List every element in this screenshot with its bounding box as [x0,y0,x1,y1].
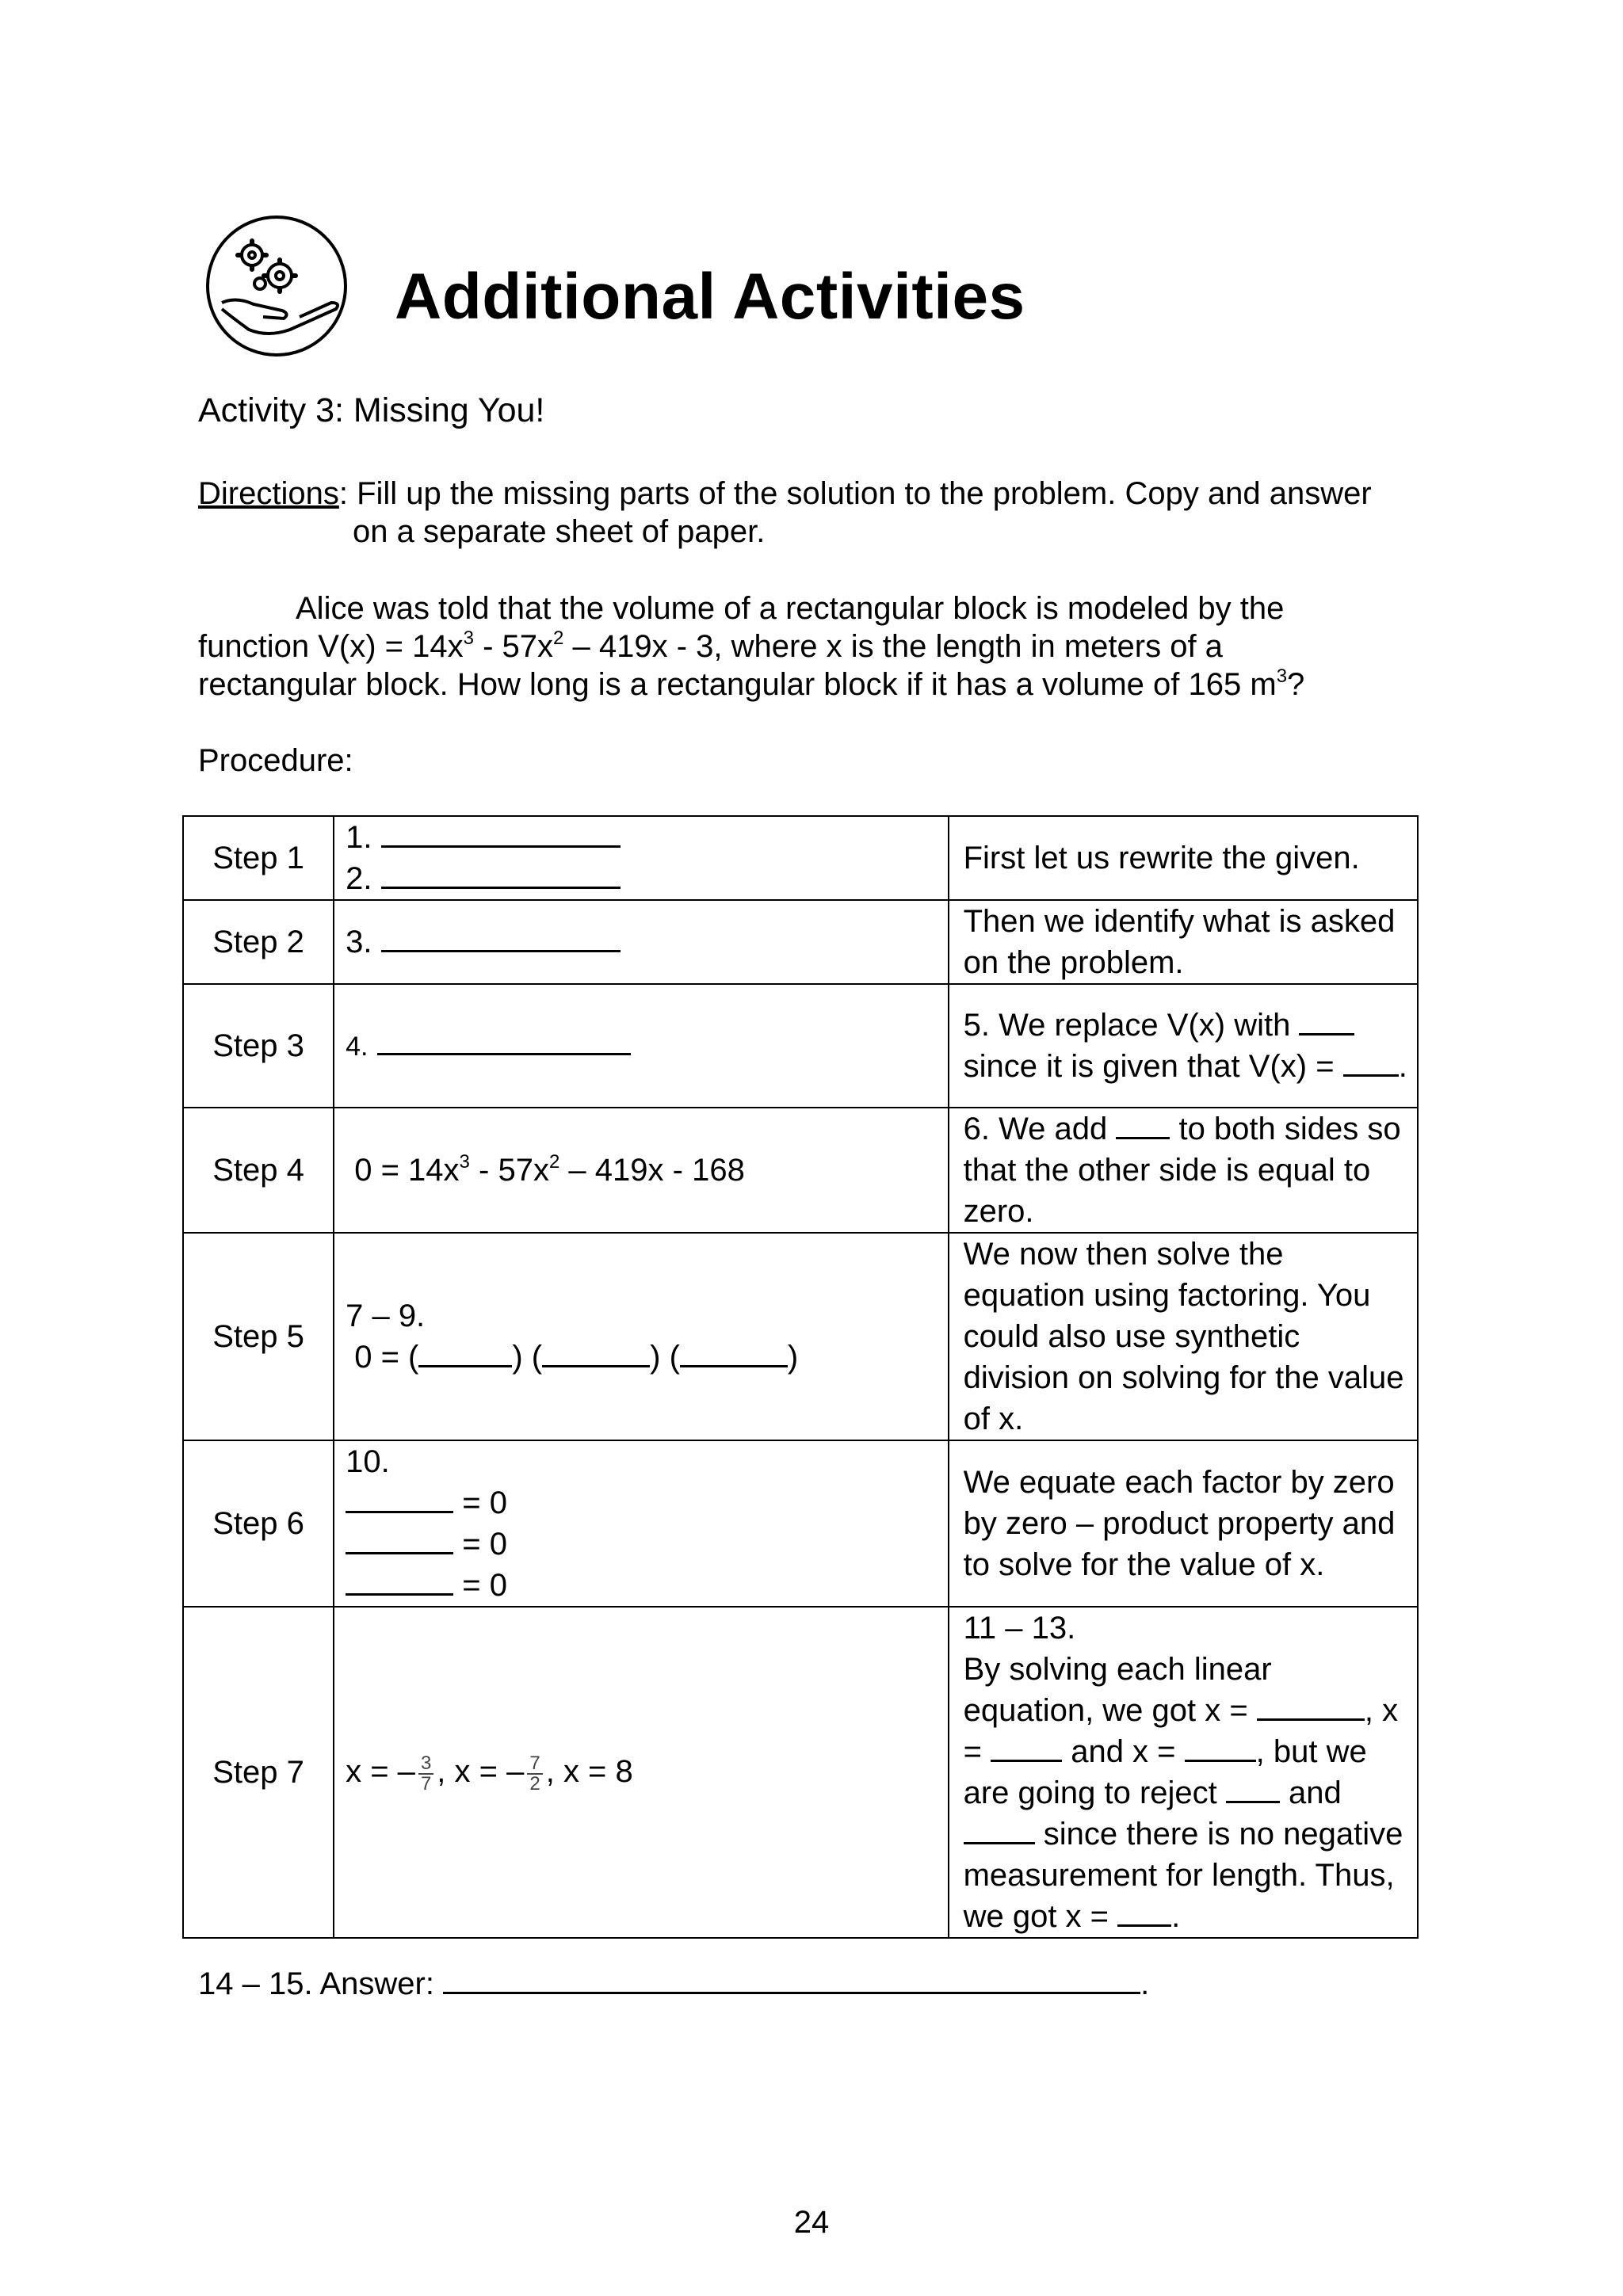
answer-blank[interactable] [381,818,621,848]
answer-blank[interactable] [1299,1006,1354,1035]
step-label: Step 3 [183,984,334,1108]
step-label: Step 2 [183,900,334,984]
answer-blank[interactable] [1257,1691,1365,1721]
table-row [183,1440,1418,1607]
explanation-text: , but we are going to reject [963,1734,1367,1810]
exponent: 3 [459,1151,470,1173]
solution-text: x = – [346,1754,415,1790]
step-work [334,1233,949,1440]
answer-label: 14 – 15. Answer: [198,1966,434,2001]
page-number: 24 [793,2205,830,2240]
page-title: Additional Activities [395,261,1025,333]
answer-blank[interactable] [381,923,621,952]
equation-text: – 419x - 168 [559,1153,745,1188]
procedure-table [182,815,1419,1939]
answer-blank[interactable] [1117,1897,1171,1927]
directions-text-cont: on a separate sheet of paper. [353,514,766,549]
step-work [334,1607,949,1938]
table-row [183,1233,1418,1440]
equation-text: = 0 [462,1486,507,1520]
problem-text: ? [1287,667,1305,702]
directions [198,475,1434,551]
procedure-label: Procedure: [198,743,353,778]
fraction [527,1754,542,1794]
answer-blank[interactable] [1116,1110,1170,1139]
explanation-text: to both sides so that the other side is equal to zero. [963,1112,1401,1229]
fraction-denominator: 7 [420,1772,432,1794]
answer-blank[interactable] [1226,1774,1280,1803]
step-explanation: First let us rewrite the given. [949,816,1418,900]
step-label: Step 1 [183,816,334,900]
answer-blank[interactable] [542,1338,650,1367]
exponent: 3 [1276,666,1288,687]
directions-label: Directions [198,476,339,511]
step-label: Step 4 [183,1108,334,1233]
gears-in-hand-icon [204,214,349,358]
step-work [334,816,949,900]
table-row [183,984,1418,1108]
explanation-text: . [1398,1049,1407,1084]
item-number: 10. [346,1444,390,1479]
solution-text: , x = 8 [545,1754,633,1790]
answer-blank[interactable] [1185,1733,1256,1762]
table-row [183,900,1418,984]
answer-blank[interactable] [680,1338,788,1367]
answer-blank[interactable] [346,1566,453,1596]
equation-text: - 57x [469,1153,549,1188]
explanation-text: 6. We add [963,1112,1108,1146]
item-number: 11 – 13. [963,1611,1076,1646]
table-row [183,1108,1418,1233]
problem-text: – 419x - 3, where x is the length in meters of a [563,629,1223,664]
answer-blank[interactable] [377,1026,631,1055]
problem-statement [198,589,1434,704]
equation-text: 0 = 14x [354,1153,460,1188]
table-row [183,816,1418,900]
step-label: Step 7 [183,1607,334,1938]
explanation-text: . [1171,1899,1181,1934]
exponent: 2 [548,1151,560,1173]
exponent: 3 [463,627,474,649]
answer-blank[interactable] [443,1965,1140,1994]
item-number: 3. [346,925,372,959]
problem-line: Alice was told that the volume of a rectangular block is modeled by the [296,591,1285,626]
solution-text: , x = – [437,1754,525,1790]
step-work [334,1440,949,1607]
answer-blank[interactable] [1343,1047,1399,1077]
step-label: Step 6 [183,1440,334,1607]
step-work [334,984,949,1108]
answer-blank[interactable] [991,1733,1062,1762]
explanation-text: since there is no negative measurement for length. Thus, we got x = [963,1817,1403,1934]
equation-text: ) ( [512,1340,543,1375]
explanation-text: x = [963,1693,1399,1769]
item-number: 1. [346,820,372,855]
equation-text: = 0 [462,1527,507,1562]
step-explanation: We now then solve the equation using factoring. You could also use synthetic division on solving for the value of x. [949,1233,1418,1440]
directions-text: : Fill up the missing parts of the solution to the problem. Copy and answer [338,476,1372,511]
activity-title: Activity 3: Missing You! [198,391,545,429]
answer-end: . [1140,1966,1150,2001]
item-number: 4. [346,1032,369,1062]
equation-text: ) [787,1340,799,1375]
item-number: 2. [346,861,372,896]
problem-text: - 57x [473,629,554,664]
answer-blank[interactable] [346,1484,453,1513]
answer-blank[interactable] [418,1338,512,1367]
explanation-text: and [1289,1775,1342,1810]
answer-blank[interactable] [964,1815,1035,1844]
step-work [334,900,949,984]
fraction-numerator: 7 [527,1754,542,1775]
fraction [418,1754,433,1794]
problem-text: rectangular block. How long is a rectangular block if it has a volume of 165 m [198,667,1277,702]
explanation-text: 5. We replace V(x) with [963,1008,1291,1043]
fraction-denominator: 2 [529,1772,540,1794]
table-row [183,1607,1418,1938]
step-explanation: Then we identify what is asked on the problem. [949,900,1418,984]
step-explanation [949,1607,1418,1938]
step-explanation: We equate each factor by zero by zero – product property and to solve for the value of x. [949,1440,1418,1607]
exponent: 2 [553,627,564,649]
final-answer [198,1965,1149,2002]
answer-blank[interactable] [381,860,621,889]
explanation-text: , [1364,1693,1373,1728]
answer-blank[interactable] [346,1525,453,1554]
step-explanation [949,1108,1418,1233]
problem-text: function V(x) = 14x [198,629,464,664]
step-label: Step 5 [183,1233,334,1440]
explanation-text: and x = [1071,1734,1176,1769]
fraction-numerator: 3 [418,1754,433,1775]
explanation-text: By solving each linear equation, we got x = [963,1652,1272,1728]
explanation-text: since it is given that V(x) = [963,1049,1335,1084]
equation-text: 0 = ( [354,1340,419,1375]
equation-text: = 0 [462,1568,507,1603]
equation-text: ) ( [650,1340,680,1375]
step-work [334,1108,949,1233]
step-explanation [949,984,1418,1108]
item-number: 7 – 9. [346,1299,426,1333]
